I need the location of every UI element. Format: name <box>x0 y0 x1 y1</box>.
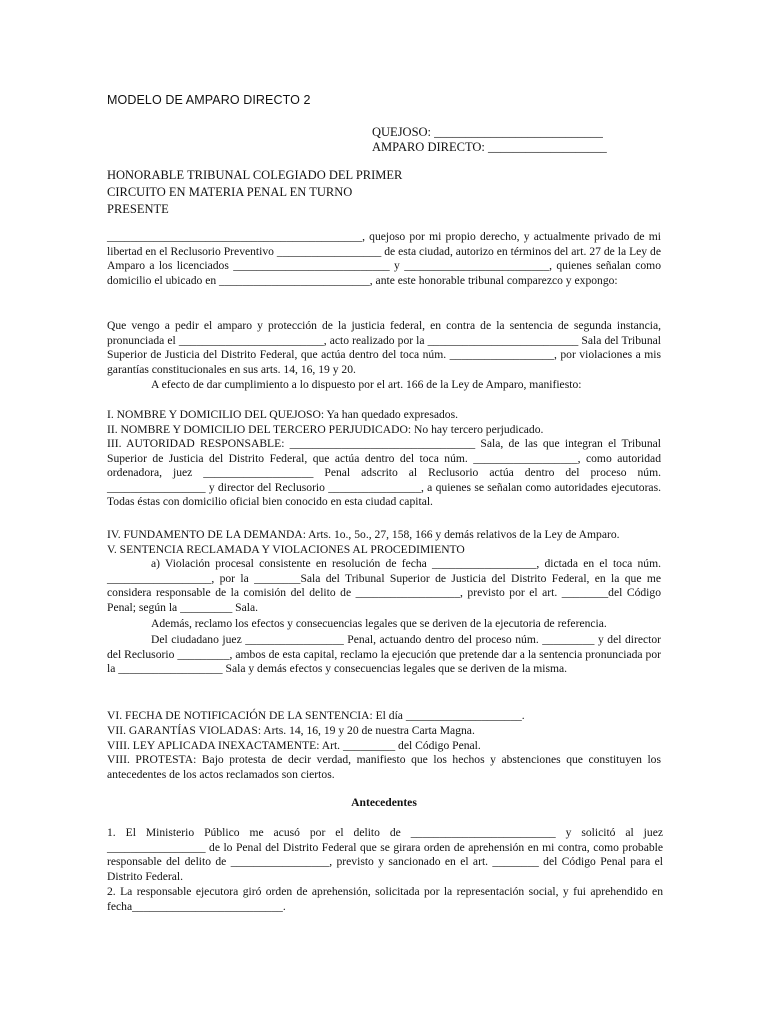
document-title: MODELO DE AMPARO DIRECTO 2 <box>107 93 311 107</box>
addressee-line: PRESENTE <box>107 202 169 216</box>
section-v: V. SENTENCIA RECLAMADA Y VIOLACIONES AL PROCEDIMIENTO <box>107 543 465 556</box>
addressee-line: HONORABLE TRIBUNAL COLEGIADO DEL PRIMER <box>107 168 403 182</box>
section-iv: IV. FUNDAMENTO DE LA DEMANDA: Arts. 1o., 5o., 27, 158, 166 y demás relativos de la Ley de Amparo. <box>107 528 620 541</box>
section-v-b: Además, reclamo los efectos y consecuencias legales que se deriven de la ejecutoria de referencia. <box>151 617 607 630</box>
request-paragraph: Que vengo a pedir el amparo y protección de la justicia federal, en contra de la sentencia de segunda instancia, pronunciada el _________________________, acto realizado por la __________________________ Sala del Tribunal Superior de Justicia del Distrito Federal, que actúa dentro del toca núm. __________________, por violaciones a mis garantías constitucionales en sus arts. 14, 16, 19 y 20. <box>107 319 661 376</box>
amparo-directo-field: AMPARO DIRECTO: ___________________ <box>372 140 607 154</box>
addressee-line: CIRCUITO EN MATERIA PENAL EN TURNO <box>107 185 353 199</box>
antecedentes-heading: Antecedentes <box>351 796 417 809</box>
quejoso-field: QUEJOSO: ___________________________ <box>372 125 603 139</box>
section-viii: VIII. LEY APLICADA INEXACTAMENTE: Art. _________ del Código Penal. <box>107 739 481 752</box>
section-iii: III. AUTORIDAD RESPONSABLE: ________________________________ Sala, de las que integran el Tribunal Superior de Justicia del Distrito Federal, que actúa dentro del toca núm. __________________, como autoridad ordenadora, juez ___________________ Penal adscrito al Reclusorio actúa dentro del proceso núm. _________________ y director del Reclusorio ________________, a quienes se señalan como autoridades ejecutoras. Todas éstas con domicilio oficial bien conocido en esta ciudad capital. <box>107 437 661 509</box>
addressee-block <box>107 167 402 218</box>
section-i: I. NOMBRE Y DOMICILIO DEL QUEJOSO: Ya han quedado expresados. <box>107 408 458 421</box>
antecedente-2: 2. La responsable ejecutora giró orden de aprehensión, solicitada por la representación social, y fui aprehendido en fecha__________________________. <box>107 885 663 913</box>
intro-paragraph: ____________________________________________, quejoso por mi propio derecho, y actualmente privado de mi libertad en el Reclusorio Preventivo __________________ de esta ciudad, autorizo en términos del art. 27 de la Ley de Amparo a los licenciados ___________________________ y _________________________, quienes señalan como domicilio el ubicado en __________________________, ante este honorable tribunal comparezco y expongo: <box>107 230 661 287</box>
section-protesta: VIII. PROTESTA: Bajo protesta de decir verdad, manifiesto que los hechos y abstenciones que constituyen los antecedentes de los actos reclamados son ciertos. <box>107 753 661 781</box>
section-v-c: Del ciudadano juez _________________ Penal, actuando dentro del proceso núm. _________ y del director del Reclusorio _________, ambos de esta capital, reclamo la ejecución que pretende dar a la sentencia pronunciada por la __________________ Sala y demás efectos y consecuencias legales que se deriven de la misma. <box>107 633 661 676</box>
effect-paragraph: A efecto de dar cumplimiento a lo dispuesto por el art. 166 de la Ley de Amparo, manifiesto: <box>151 378 582 391</box>
section-v-a: a) Violación procesal consistente en resolución de fecha __________________, dictada en el toca núm. __________________, por la ________Sala del Tribunal Superior de Justicia del Distrito Federal, en la que me considera responsable de la comisión del delito de __________________, previsto por el art. ________del Código Penal; según la _________ Sala. <box>107 557 661 614</box>
section-vi: VI. FECHA DE NOTIFICACIÓN DE LA SENTENCIA: El día ____________________. <box>107 709 525 722</box>
section-vii: VII. GARANTÍAS VIOLADAS: Arts. 14, 16, 19 y 20 de nuestra Carta Magna. <box>107 724 475 737</box>
section-ii: II. NOMBRE Y DOMICILIO DEL TERCERO PERJUDICADO: No hay tercero perjudicado. <box>107 423 544 436</box>
antecedente-1: 1. El Ministerio Público me acusó por el delito de _________________________ y solicitó al juez _________________ de lo Penal del Distrito Federal que se girara orden de aprehensión en mi contra, como probable responsable del delito de _________________, previsto y sancionado en el art. ________ del Código Penal para el Distrito Federal. <box>107 826 663 883</box>
